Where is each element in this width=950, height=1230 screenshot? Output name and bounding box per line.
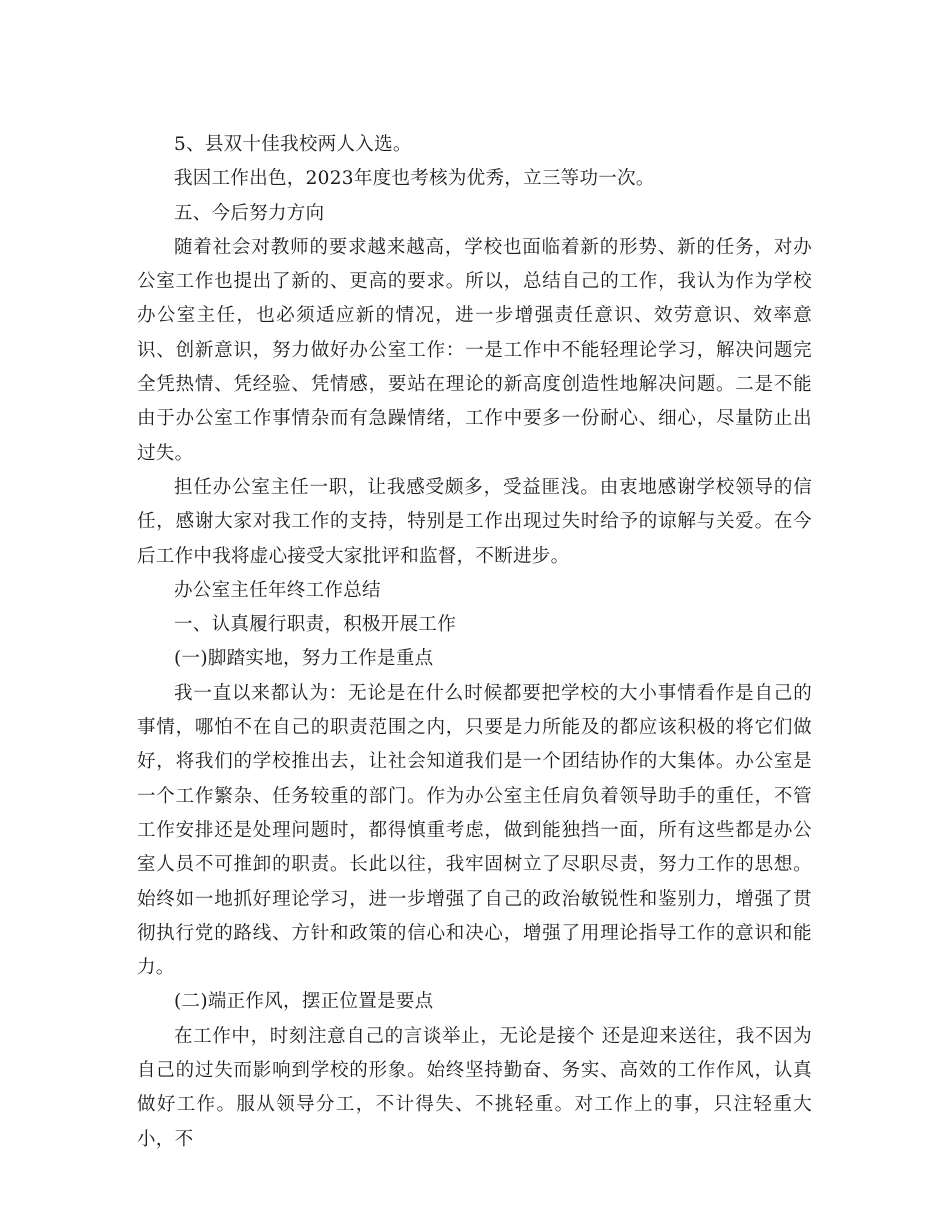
paragraph-work-style: 在工作中，时刻注意自己的言谈举止，无论是接个 还是迎来送往，我不因为自己的过失而影响到学校的形象。始终坚持勤奋、务实、高效的工作作风，认真做好工作。服从领导分工，不计得失、不挑轻重。对工作上的事，只注轻重大小，不: [137, 1025, 812, 1150]
paragraph-award-item: 5、县双十佳我校两人入选。: [174, 134, 412, 155]
subheading-work-style: (二)端正作风，摆正位置是要点: [174, 991, 434, 1013]
section-heading-future-direction: 五、今后努力方向: [174, 202, 325, 224]
section-heading-duties: 一、认真履行职责，积极开展工作: [174, 614, 457, 636]
paragraph-future-direction: 随着社会对教师的要求越来越高，学校也面临着新的形势、新的任务，对办公室工作也提出了新的、更高的要求。所以，总结自己的工作，我认为作为学校办公室主任，也必须适应新的情况，进一步增强责任意识、效劳意识、效率意识、创新意识，努力做好办公室工作：一是工作中不能轻理论学习，解决问题完全凭热情、凭经验、凭情感，要站在理论的新高度创造性地解决问题。二是不能由于办公室工作事情杂而有急躁情绪，工作中要多一份耐心、细心，尽量防止出过失。: [137, 236, 812, 464]
paragraph-work-attitude: 我一直以来都认为：无论是在什么时候都要把学校的大小事情看作是自己的事情，哪怕不在自己的职责范围之内，只要是力所能及的都应该积极的将它们做好，将我们的学校推出去，让社会知道我们是一个团结协作的大集体。办公室是一个工作繁杂、任务较重的部门。作为办公室主任肩负着领导助手的重任，不管工作安排还是处理问题时，都得慎重考虑，做到能独挡一面，所有这些都是办公室人员不可推卸的职责。长此以往，我牢固树立了尽职尽责，努力工作的思想。始终如一地抓好理论学习，进一步增强了自己的政治敏锐性和鉴别力，增强了贯彻执行党的路线、方针和政策的信心和决心，增强了用理论指导工作的意识和能力。: [137, 682, 812, 979]
document-title: 办公室主任年终工作总结: [174, 579, 381, 601]
document-page: [137, 128, 812, 1157]
paragraph-personal-merit: 我因工作出色，2023年度也考核为优秀，立三等功一次。: [174, 168, 655, 190]
subheading-focus: (一)脚踏实地，努力工作是重点: [174, 648, 434, 670]
paragraph-thanks: 担任办公室主任一职，让我感受颇多，受益匪浅。由衷地感谢学校领导的信任，感谢大家对我工作的支持，特别是工作出现过失时给予的谅解与关爱。在今后工作中我将虚心接受大家批评和监督，不断进步。: [137, 476, 812, 567]
